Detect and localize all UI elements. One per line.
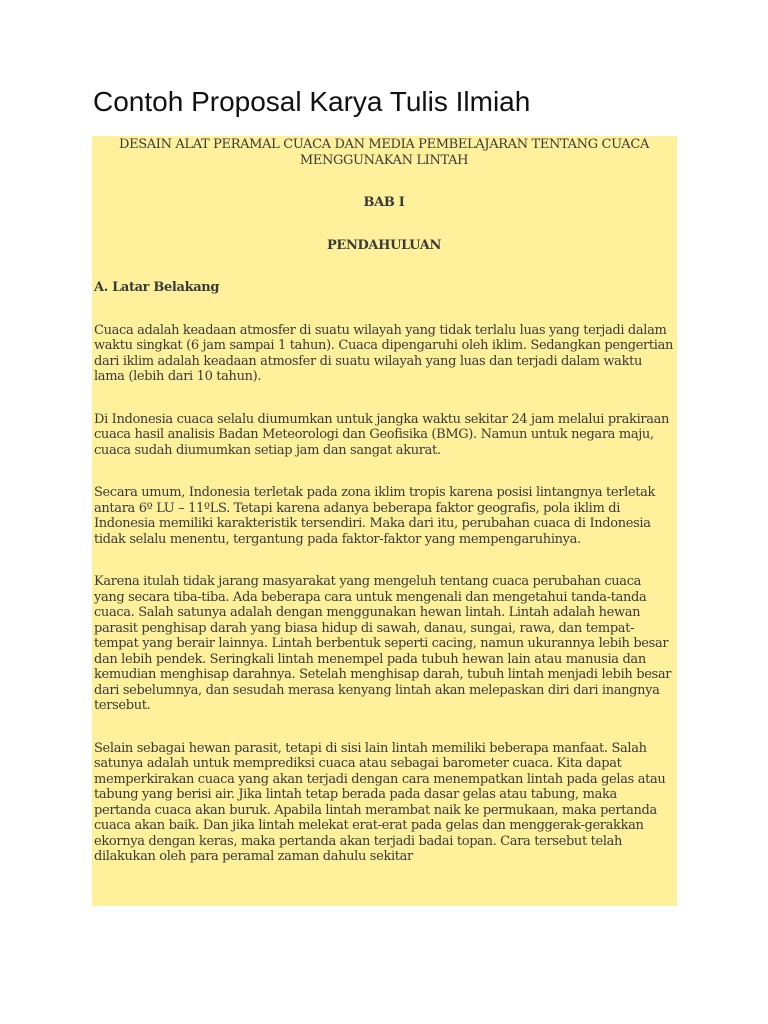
paragraph: Di Indonesia cuaca selalu diumumkan untuk jangka waktu sekitar 24 jam melalui prakiraan cuaca hasil analisis Badan Meteorologi dan Geofisika (BMG). Namun untuk negara maju, cuaca sudah diumumkan setiap jam dan sangat akurat.	[94, 411, 670, 458]
chapter-title: PENDAHULUAN	[326, 237, 442, 253]
document-body	[92, 136, 677, 906]
paragraph: Selain sebagai hewan parasit, tetapi di sisi lain lintah memiliki beberapa manfaat. Salah satunya adalah untuk memprediksi cuaca atau sebagai barometer cuaca. Kita dapat memperkirakan cuaca yang akan terjadi dengan cara menempatkan lintah pada gelas atau tabung yang berisi air. Jika lintah tetap berada pada dasar gelas atau tabung, maka pertanda cuaca akan buruk. Apabila lintah merambat naik ke permukaan, maka pertanda cuaca akan baik. Dan jika lintah melekat erat-erat pada gelas dan menggerak-gerakkan ekornya dengan keras, maka pertanda akan terjadi badai topan. Cara tersebut telah dilakukan oleh para peramal zaman dahulu sekitar	[94, 740, 666, 864]
document-heading: DESAIN ALAT PERAMAL CUACA DAN MEDIA PEMBELAJARAN TENTANG CUACA MENGGUNAKAN LINTAH	[119, 137, 649, 168]
paragraph: Secara umum, Indonesia terletak pada zona iklim tropis karena posisi lintangnya terletak antara 6º LU – 11ºLS. Tetapi karena adanya beberapa faktor geografis, pola iklim di Indonesia memiliki karakteristik tersendiri. Maka dari itu, perubahan cuaca di Indonesia tidak selalu menentu, tergantung pada faktor-faktor yang mempengaruhinya.	[94, 485, 656, 547]
paragraph: Cuaca adalah keadaan atmosfer di suatu wilayah yang tidak terlalu luas yang terjadi dalam waktu singkat (6 jam sampai 1 tahun). Cuaca dipengaruhi oleh iklim. Sedangkan pengertian dari iklim adalah keadaan atmosfer di suatu wilayah yang luas dan terjadi dalam waktu lama (lebih dari 10 tahun).	[94, 322, 674, 384]
paragraph: Karena itulah tidak jarang masyarakat yang mengeluh tentang cuaca perubahan cuaca yang secara tiba-tiba. Ada beberapa cara untuk mengenali dan mengetahui tanda-tanda cuaca. Salah satunya adalah dengan menggunakan hewan lintah. Lintah adalah hewan parasit penghisap darah yang biasa hidup di sawah, danau, sungai, rawa, dan tempat-tempat yang berair lainnya. Lintah berbentuk seperti cacing, namun ukurannya lebih besar dan lebih pendek. Seringkali lintah menempel pada tubuh hewan lain atau manusia dan kemudian menghisap darahnya. Setelah menghisap darah, tubuh lintah menjadi lebih besar dari sebelumnya, dan sesudah merasa kenyang lintah akan melepaskan diri dari inangnya tersebut.	[94, 574, 672, 713]
page-title: Contoh Proposal Karya Tulis Ilmiah	[93, 86, 531, 117]
section-heading: A. Latar Belakang	[94, 280, 220, 295]
chapter-label: BAB I	[363, 195, 405, 210]
